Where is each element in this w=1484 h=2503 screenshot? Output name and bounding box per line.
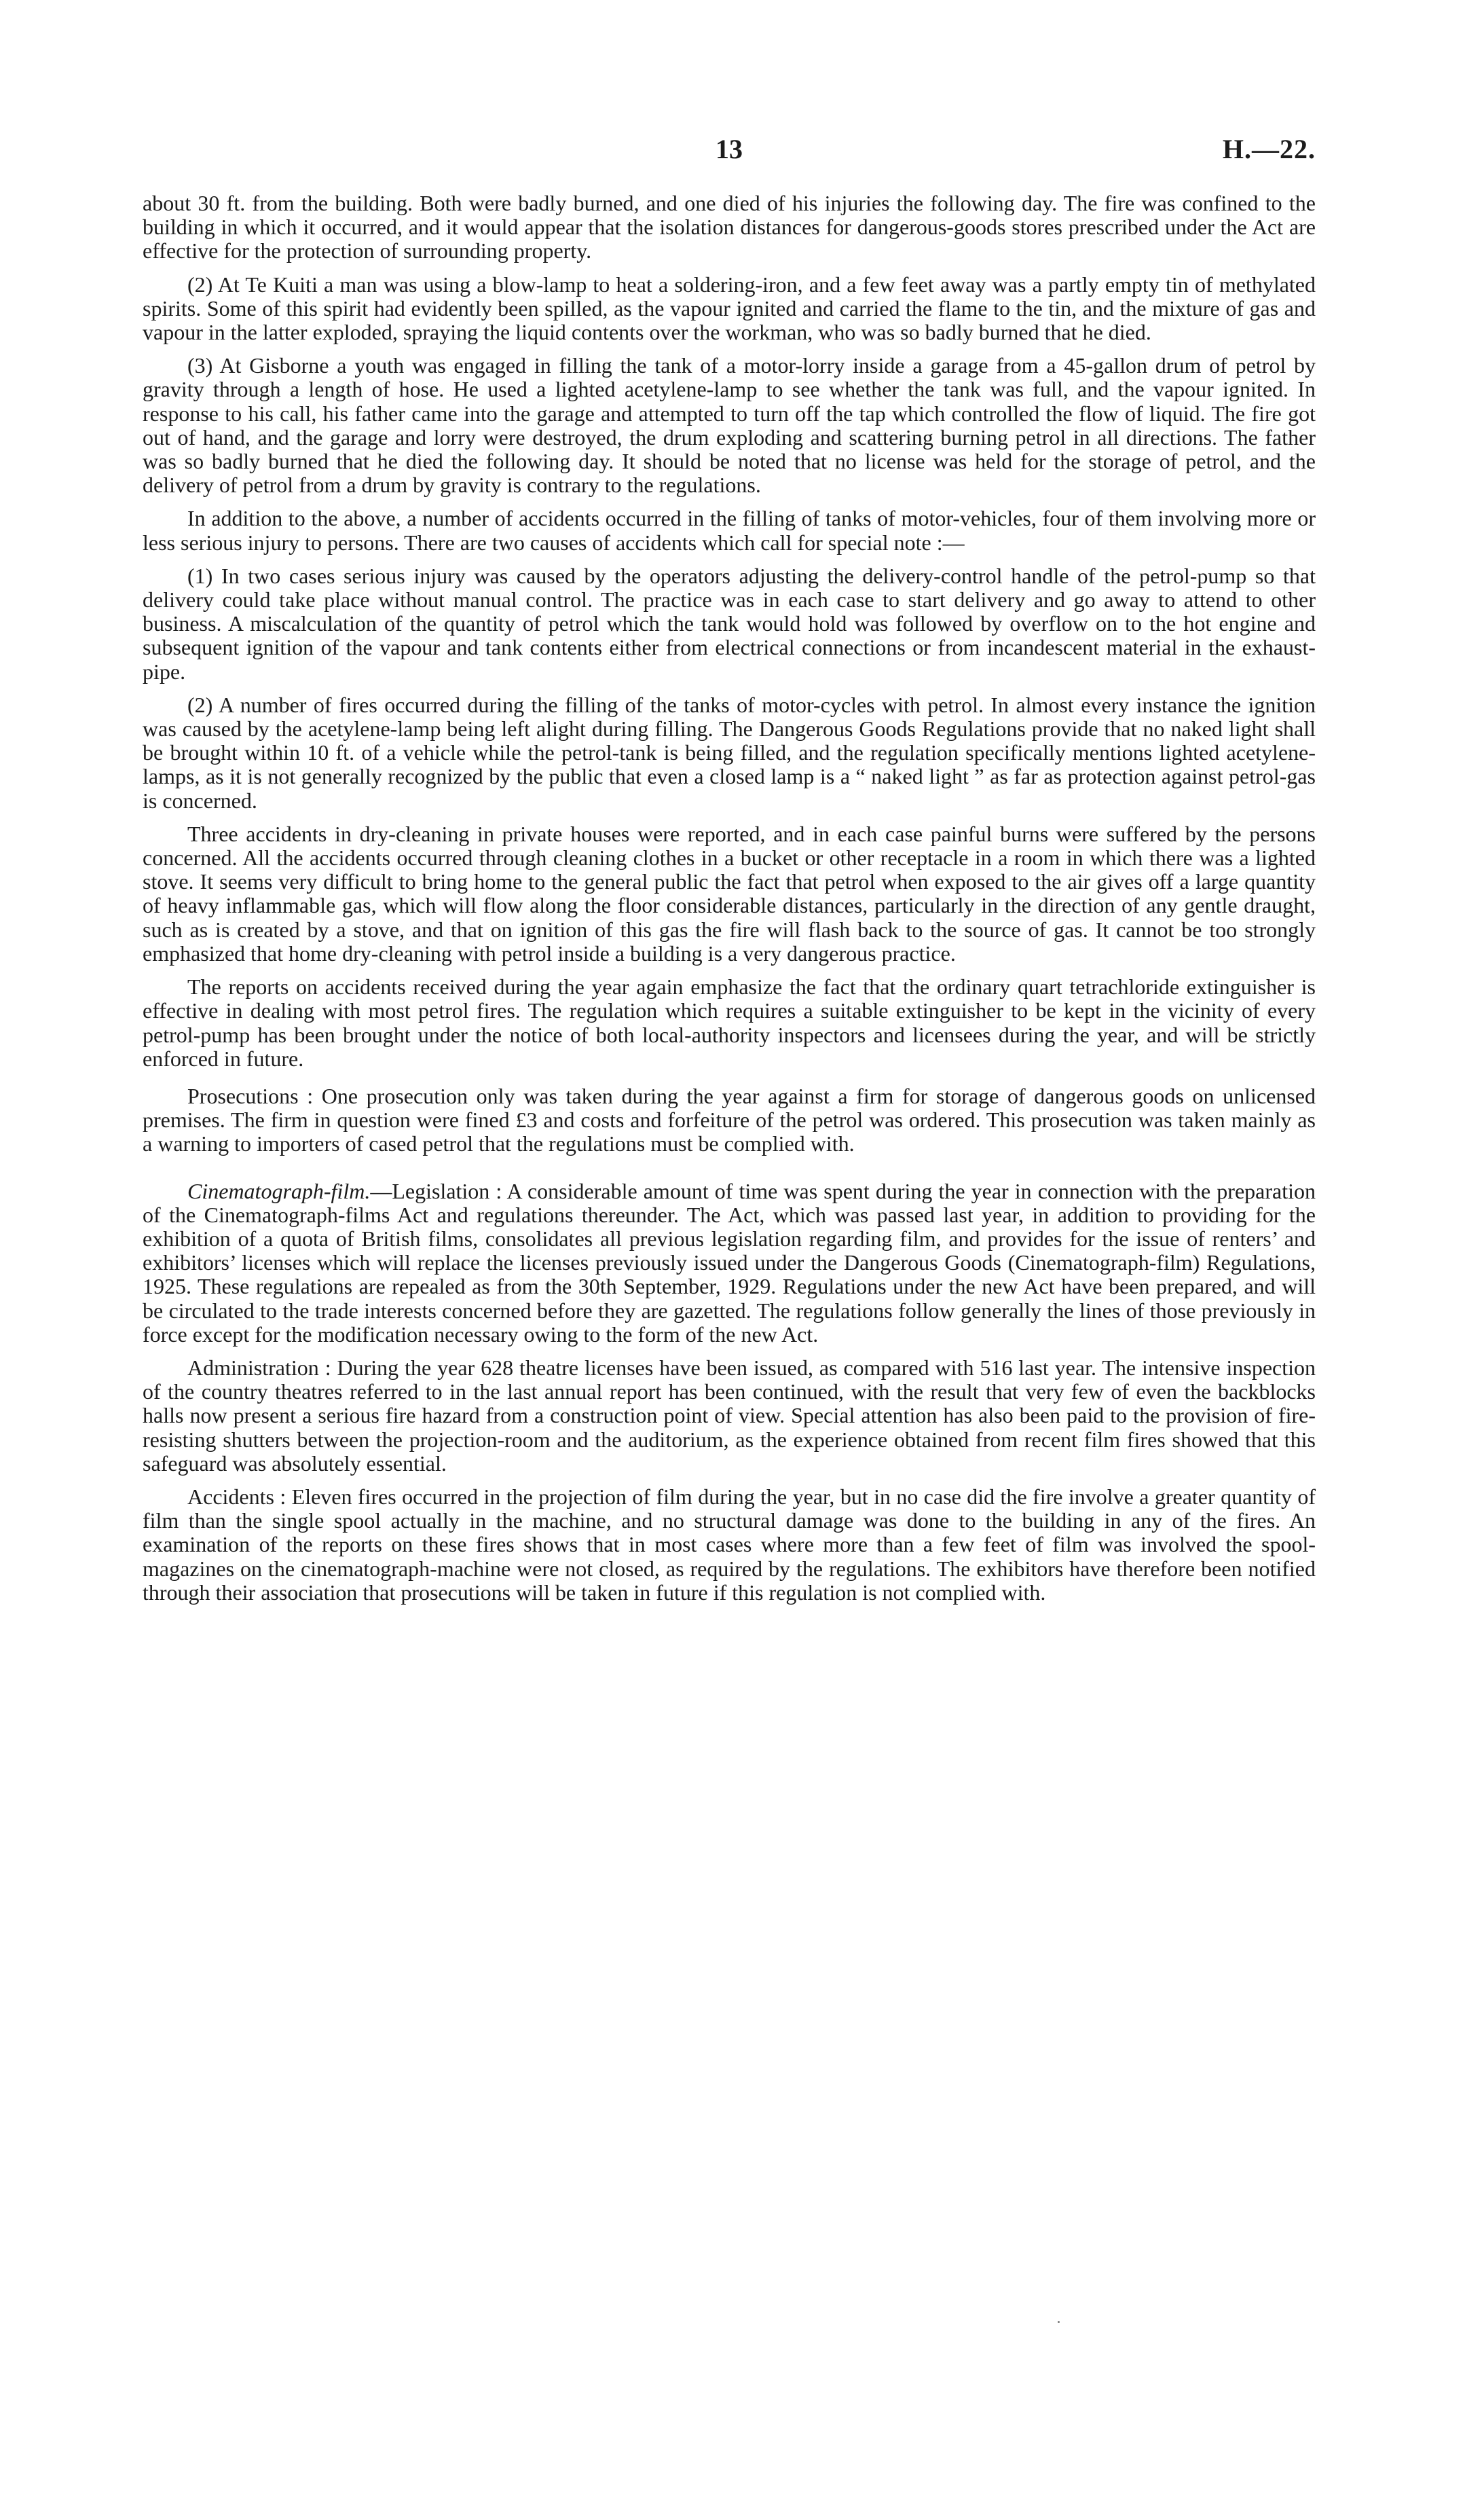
paragraph-prosecutions: Prosecutions : One prosecution only was taken during the year against a firm for storage of dangerous goods on unlicensed premises. The firm in question were fined £3 and costs and forfeiture of the petrol was ordered. This prosecution was taken mainly as a warning to importers of cased petrol that the regulations must be complied with. — [143, 1083, 1316, 1156]
body-text — [143, 191, 1316, 1614]
paragraph-body: —Legislation : A considerable amount of time was spent during the year in connection with the preparation of the Cinematograph-films Act and regulations thereunder. The Act, which was passed last year, in addition to providing for the exhibition of a quota of British films, consolidates all previous legislation regarding film, and provides for the issue of renters’ and exhibitors’ licenses which will replace the licenses previously issued under the Dangerous Goods (Cinematograph-film) Regulations, 1925. These regulations are repealed as from the 30th September, 1929. Regulations under the new Act have been prepared, and will be circulated to the trade interests concerned before they are gazetted. The regulations follow generally the lines of those previously in force except for the modification necessary owing to the form of the new Act. — [143, 1178, 1316, 1347]
stray-mark — [1058, 2321, 1060, 2323]
paragraph: Three accidents in dry-cleaning in private houses were reported, and in each case painful burns were suffered by the persons concerned. All the accidents occurred through cleaning clothes in a bucket or other receptacle in a room in which there was a lighted stove. It seems very difficult to bring home to the general public the fact that petrol when exposed to the air gives off a large quantity of heavy inflammable gas, which will flow along the floor considerable distances, particularly in the direction of any gentle draught, such as is created by a stove, and that on ignition of this gas the fire will flash back to the source of gas. It cannot be too strongly emphasized that home dry-cleaning with petrol inside a building is a very dangerous practice. — [143, 821, 1316, 966]
paragraph: (2) A number of fires occurred during the filling of the tanks of motor-cycles with petrol. In almost every instance the ignition was caused by the acetylene-lamp being left alight during filling. The Dangerous Goods Regulations provide that no naked light shall be brought within 10 ft. of a vehicle while the petrol-tank is being filled, and the regulation specifically mentions lighted acetylene-lamps, as it is not generally recognized by the public that even a closed lamp is a “ naked light ” as far as protection against petrol-gas is concerned. — [143, 692, 1316, 813]
paragraph: about 30 ft. from the building. Both were badly burned, and one died of his injuries the following day. The fire was confined to the building in which it occurred, and it would appear that the isolation distances for dangerous-goods stores prescribed under the Act are effective for the protection of surrounding property. — [143, 191, 1316, 263]
page-header — [143, 133, 1316, 174]
paragraph: The reports on accidents received during the year again emphasize the fact that the ordinary quart tetrachloride extinguisher is effective in dealing with most petrol fires. The regulation which requires a suitable extinguisher to be kept in the vicinity of every petrol-pump has been brought under the notice of both local-authority inspectors and licensees during the year, and will be strictly enforced in future. — [143, 974, 1316, 1071]
page-number: 13 — [716, 134, 743, 164]
section-heading: Cinematograph-film. — [187, 1178, 371, 1203]
document-reference: H.—22. — [1222, 134, 1316, 164]
paragraph: (2) At Te Kuiti a man was using a blow-lamp to heat a soldering-iron, and a few feet away was a partly empty tin of methylated spirits. Some of this spirit had evidently been spilled, as the vapour ignited and carried the flame to the tin, and the mixture of gas and vapour in the latter exploded, spraying the liquid contents over the workman, who was so badly burned that he died. — [143, 272, 1316, 345]
paragraph-accidents: Accidents : Eleven fires occurred in the projection of film during the year, but in no case did the fire involve a greater quantity of film than the single spool actually in the machine, and no structural damage was done to the building in any of the fires. An examination of the reports on these fires shows that in most cases where more than a few feet of film was involved the spool-magazines on the cinematograph-machine were not closed, as required by the regulations. The exhibitors have therefore been notified through their association that prosecutions will be taken in future if this regulation is not complied with. — [143, 1484, 1316, 1605]
paragraph: In addition to the above, a number of accidents occurred in the filling of tanks of motor-vehicles, four of them involving more or less serious injury to persons. There are two causes of accidents which call for special note :— — [143, 506, 1316, 555]
paragraph-cinematograph-film — [143, 1180, 1316, 1347]
paragraph: (3) At Gisborne a youth was engaged in filling the tank of a motor-lorry inside a garage from a 45-gallon drum of petrol by gravity through a length of hose. He used a lighted acetylene-lamp to see whether the tank was full, and the vapour ignited. In response to his call, his father came into the garage and attempted to turn off the tap which controlled the flow of liquid. The fire got out of hand, and the garage and lorry were destroyed, the drum exploding and scattering burning petrol in all directions. The father was so badly burned that he died the following day. It should be noted that no license was held for the storage of petrol, and the delivery of petrol from a drum by gravity is contrary to the regulations. — [143, 353, 1316, 498]
paragraph: (1) In two cases serious injury was caused by the operators adjusting the delivery-control handle of the petrol-pump so that delivery could take place without manual control. The practice was in each case to start delivery and go away to attend to other business. A miscalculation of the quantity of petrol which the tank would hold was followed by overflow on to the hot engine and subsequent ignition of the vapour and tank contents either from electrical connections or from incandescent material in the exhaust-pipe. — [143, 563, 1316, 684]
paragraph-administration: Administration : During the year 628 theatre licenses have been issued, as compared with 516 last year. The intensive inspection of the country theatres referred to in the last annual report has been continued, with the result that very few of even the backblocks halls now present a serious fire hazard from a construction point of view. Special attention has also been paid to the provision of fire-resisting shutters between the projection-room and the auditorium, as the experience obtained from recent film fires showed that this safeguard was absolutely essential. — [143, 1355, 1316, 1476]
